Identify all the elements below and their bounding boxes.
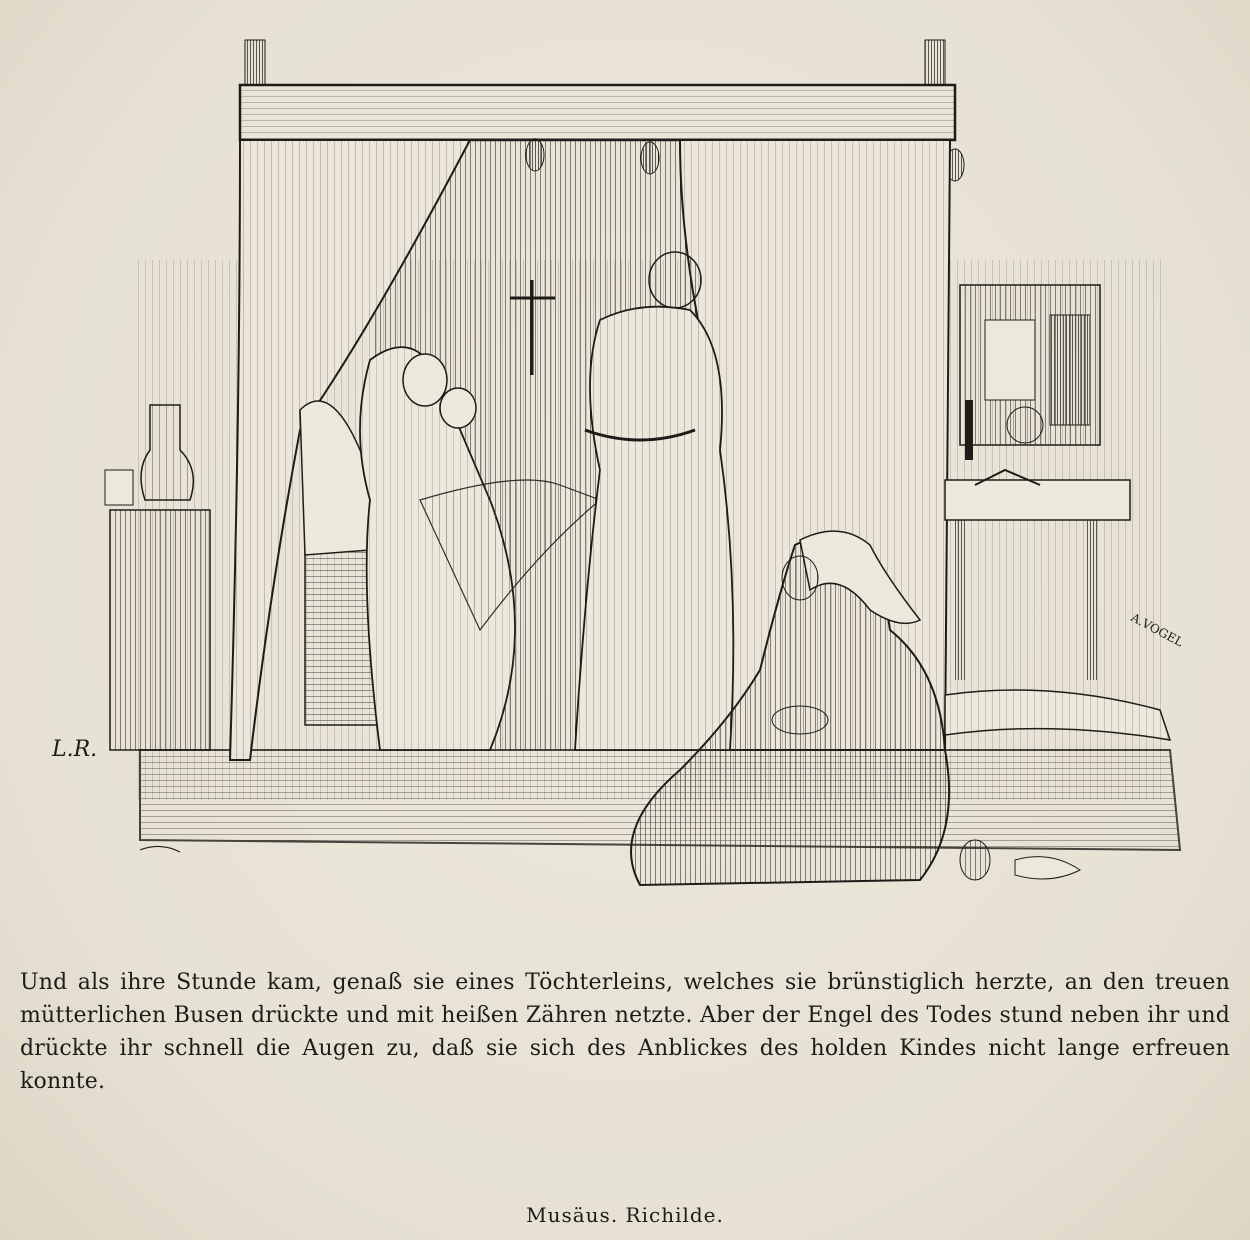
artist-signature: L.R. [52,737,98,762]
engraver-signature: A.VOGEL [1128,610,1186,650]
caption-paragraph: Und als ihre Stunde kam, genaß sie eines Töchterleins, welches sie brünstiglich herzte, an den treuen mütterlichen Busen drückte und mit heißen Zähren netzte. Aber der Engel des Todes stund neben ihr und drückte ihr schnell die Augen zu, daß sie sich des Anblickes des holden Kindes nicht lange erfreuen konnte. [20,970,1230,1094]
source-citation: Musäus. Richilde. [526,1203,724,1227]
engraving-illustration [40,30,1220,930]
